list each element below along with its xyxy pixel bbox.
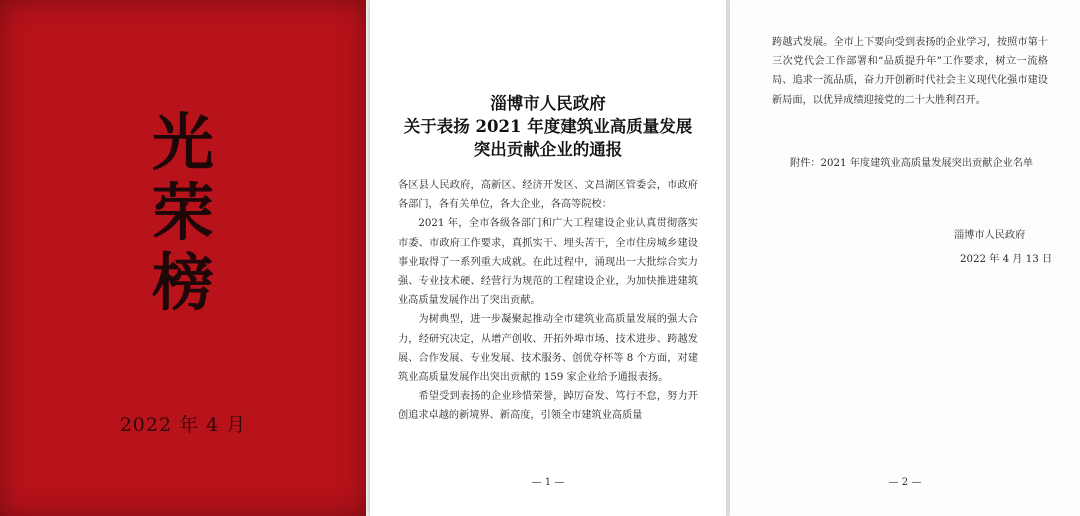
paragraph: 希望受到表扬的企业珍惜荣誉，踔厉奋发、笃行不怠，努力开创追求卓越的新境界、新高度，引领全市建筑业高质量 [398, 391, 698, 422]
cover-title [0, 108, 366, 318]
attachment-note: 附件：2021 年度建筑业高质量发展突出贡献企业名单 [790, 158, 1034, 169]
document-page-2 [730, 0, 1080, 516]
page-number: — 1 — [531, 477, 565, 488]
title-line: 突出贡献企业的通报 [473, 140, 623, 159]
title-line: 关于表扬 2021 年度建筑业高质量发展 [403, 117, 693, 136]
sign-date: 2022 年 4 月 13 日 [960, 254, 1053, 265]
page-number: — 2 — [888, 477, 922, 488]
cover-date: 2022 年 4 月 [119, 414, 247, 436]
document-title [370, 92, 726, 161]
cover-title-char: 荣 [151, 176, 214, 249]
signer: 淄博市人民政府 [954, 230, 1026, 241]
cover-page [0, 0, 366, 516]
document-page-1 [370, 0, 726, 516]
title-line: 淄博市人民政府 [490, 94, 606, 113]
document-body [772, 33, 1048, 110]
paragraph: 2021 年，全市各级各部门和广大工程建设企业认真贯彻落实市委、市政府工作要求，真抓实干、埋头苦干，全市住房城乡建设事业取得了一系列重大成就。在此过程中，涌现出一大批综合实力强、专业技术硬、经营行为规范的工程建设企业，为加快推进建筑业高质量发展作出了突出贡献。 [398, 218, 698, 307]
cover-title-char: 光 [151, 106, 214, 179]
cover-title-char: 榜 [151, 246, 214, 319]
paragraph: 跨越式发展。全市上下要向受到表扬的企业学习，按照市第十三次党代会工作部署和“品质提升年”工作要求，树立一流格局、追求一流品质，奋力开创新时代社会主义现代化强市建设新局面，以优异成绩迎接党的二十大胜利召开。 [772, 37, 1048, 106]
document-body [398, 176, 698, 426]
salutation: 各区县人民政府，高新区、经济开发区、文昌湖区管委会，市政府各部门，各有关单位，各大企业，各高等院校： [398, 180, 698, 211]
paragraph: 为树典型，进一步凝聚起推动全市建筑业高质量发展的强大合力，经研究决定，从增产创收、开拓外埠市场、技术进步、跨越发展、合作发展、专业发展、技术服务、创优夺杯等 8 个方面，对建筑业高质量发展作出突出贡献的 159 家企业给予通报表扬。 [398, 314, 698, 384]
